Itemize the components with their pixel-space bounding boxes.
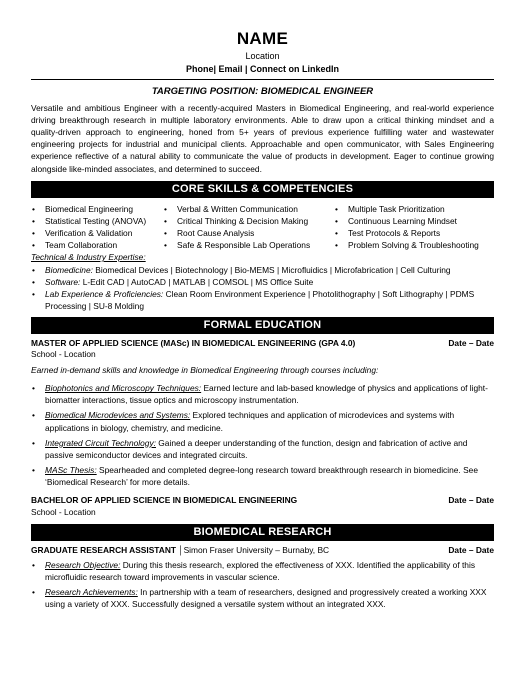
tech-item xyxy=(31,264,494,276)
course-item xyxy=(31,437,494,461)
tech-expertise-heading: Technical & Industry Expertise: xyxy=(31,252,146,263)
research-text: In partnership with a team of researchers, designed and progressively created a working XXX using a variety of XXX. Successfully designed a versatile system without an integrated XXX. xyxy=(45,586,487,610)
research-section-title: BIOMEDICAL RESEARCH xyxy=(31,524,494,541)
target-position: TARGETING POSITION: BIOMEDICAL ENGINEER xyxy=(151,86,374,98)
research-date: Date – Date xyxy=(448,544,494,555)
masters-school: School - Location xyxy=(31,349,96,360)
masters-degree-row xyxy=(31,338,494,350)
skill-item: • Root Cause Analysis xyxy=(163,227,334,239)
tech-item xyxy=(31,276,494,288)
tech-item-label: Lab Experience & Proficiencies: xyxy=(45,289,164,300)
research-text: During this thesis research, explored the effectiveness of XXX. Identified the applicability of this microfluidic research toward improvements in vascular science. xyxy=(45,559,476,582)
tech-item-text: Clean Room Environment Experience | Photolithography | Soft Lithography | PDMS Processing | SU-8 Molding xyxy=(45,289,475,312)
research-label: Research Achievements: xyxy=(45,586,138,597)
tech-item-label: Biomedicine: xyxy=(45,265,93,276)
skills-column xyxy=(334,203,494,251)
bachelors-degree-date: Date – Date xyxy=(448,495,494,506)
masters-degree-date: Date – Date xyxy=(448,337,494,348)
tech-item xyxy=(31,288,494,312)
skill-item: • Verification & Validation xyxy=(31,227,163,239)
course-label: MASc Thesis: xyxy=(45,464,97,475)
research-item xyxy=(31,559,494,583)
course-text: Gained a deeper understanding of the function, design and fabrication of active and passive semiconductor devices and integrated circuits. xyxy=(45,437,468,460)
tech-item-label: Software: xyxy=(45,277,81,288)
course-item xyxy=(31,409,494,433)
tech-expertise-list xyxy=(31,264,494,312)
education-section-title: FORMAL EDUCATION xyxy=(31,317,494,334)
research-role xyxy=(31,545,329,557)
contact-line: Phone| Email | Connect on LinkedIn xyxy=(185,64,340,75)
course-label: Integrated Circuit Technology: xyxy=(45,437,156,448)
skill-item: • Test Protocols & Reports xyxy=(334,227,494,239)
courses-intro: Earned in-demand skills and knowledge in Biomedical Engineering through courses including: xyxy=(31,365,379,376)
skill-item: • Continuous Learning Mindset xyxy=(334,215,494,227)
skills-column xyxy=(163,203,334,251)
summary-paragraph: Versatile and ambitious Engineer with a recently-acquired Masters in Biomedical Engineering, and real-world experience driving breakthrough research in multiple laboratory environments. Able to draw upon a critical thinking mindset and a quality-driven approach to engineering, honed from 5+ years of previous experience fulfilling water and wastewater engineering projects for industrial and municipal clients. Approachable and open communicator, with Sales Engineering experience reflective of a natural ability to communicate the value of products in development. Eager to continue growing alongside like-minded associates, and determined to succeed. xyxy=(31,102,494,174)
skills-grid xyxy=(31,203,494,251)
skills-column xyxy=(31,203,163,251)
skill-item: • Multiple Task Prioritization xyxy=(334,203,494,215)
bachelors-degree-row xyxy=(31,495,494,507)
research-list xyxy=(31,559,494,610)
course-text: Spearheaded and completed degree-long research toward breakthrough research in biomedicine. See ‘Biomedical Research’ for more details. xyxy=(45,464,478,487)
course-text: Explored techniques and application of microdevices and systems with applications in biology, chemistry, and medicine. xyxy=(45,410,455,433)
skill-item: • Statistical Testing (ANOVA) xyxy=(31,215,163,227)
tech-item-text: L-Edit CAD | AutoCAD | MATLAB | COMSOL | MS Office Suite xyxy=(80,277,314,288)
research-org: │Simon Fraser University – Burnaby, BC xyxy=(176,544,330,555)
course-list xyxy=(31,382,494,488)
research-role-row xyxy=(31,545,494,557)
candidate-name: NAME xyxy=(236,29,289,48)
header-divider xyxy=(31,79,494,80)
skill-item: • Verbal & Written Communication xyxy=(163,203,334,215)
skill-item: • Team Collaboration xyxy=(31,239,163,251)
skill-item: • Biomedical Engineering xyxy=(31,203,163,215)
masters-degree-title: MASTER OF APPLIED SCIENCE (MASc) IN BIOMEDICAL ENGINEERING (GPA 4.0) xyxy=(31,337,356,348)
skill-item: • Critical Thinking & Decision Making xyxy=(163,215,334,227)
course-text: Earned lecture and lab-based knowledge of physics and applications of light-biomatter interactions, tissue optics and microscopy instrumentation. xyxy=(45,383,488,406)
course-item xyxy=(31,464,494,488)
bachelors-school: School - Location xyxy=(31,506,96,517)
bachelors-degree-title: BACHELOR OF APPLIED SCIENCE IN BIOMEDICAL ENGINEERING xyxy=(31,495,298,506)
research-role-title: GRADUATE RESEARCH ASSISTANT xyxy=(31,544,177,555)
course-label: Biophotonics and Microscopy Techniques: xyxy=(45,383,202,394)
course-item xyxy=(31,382,494,406)
tech-item-text: Biomedical Devices | Biotechnology | Bio-MEMS | Microfluidics | Microfabrication | Cell Culturing xyxy=(92,265,451,276)
course-label: Biomedical Microdevices and Systems: xyxy=(45,410,191,421)
skills-section-title: CORE SKILLS & COMPETENCIES xyxy=(31,181,494,198)
skill-item: • Problem Solving & Troubleshooting xyxy=(334,239,494,251)
research-item xyxy=(31,586,494,610)
research-label: Research Objective: xyxy=(45,559,121,570)
candidate-location: Location xyxy=(245,50,280,61)
skill-item: • Safe & Responsible Lab Operations xyxy=(163,239,334,251)
